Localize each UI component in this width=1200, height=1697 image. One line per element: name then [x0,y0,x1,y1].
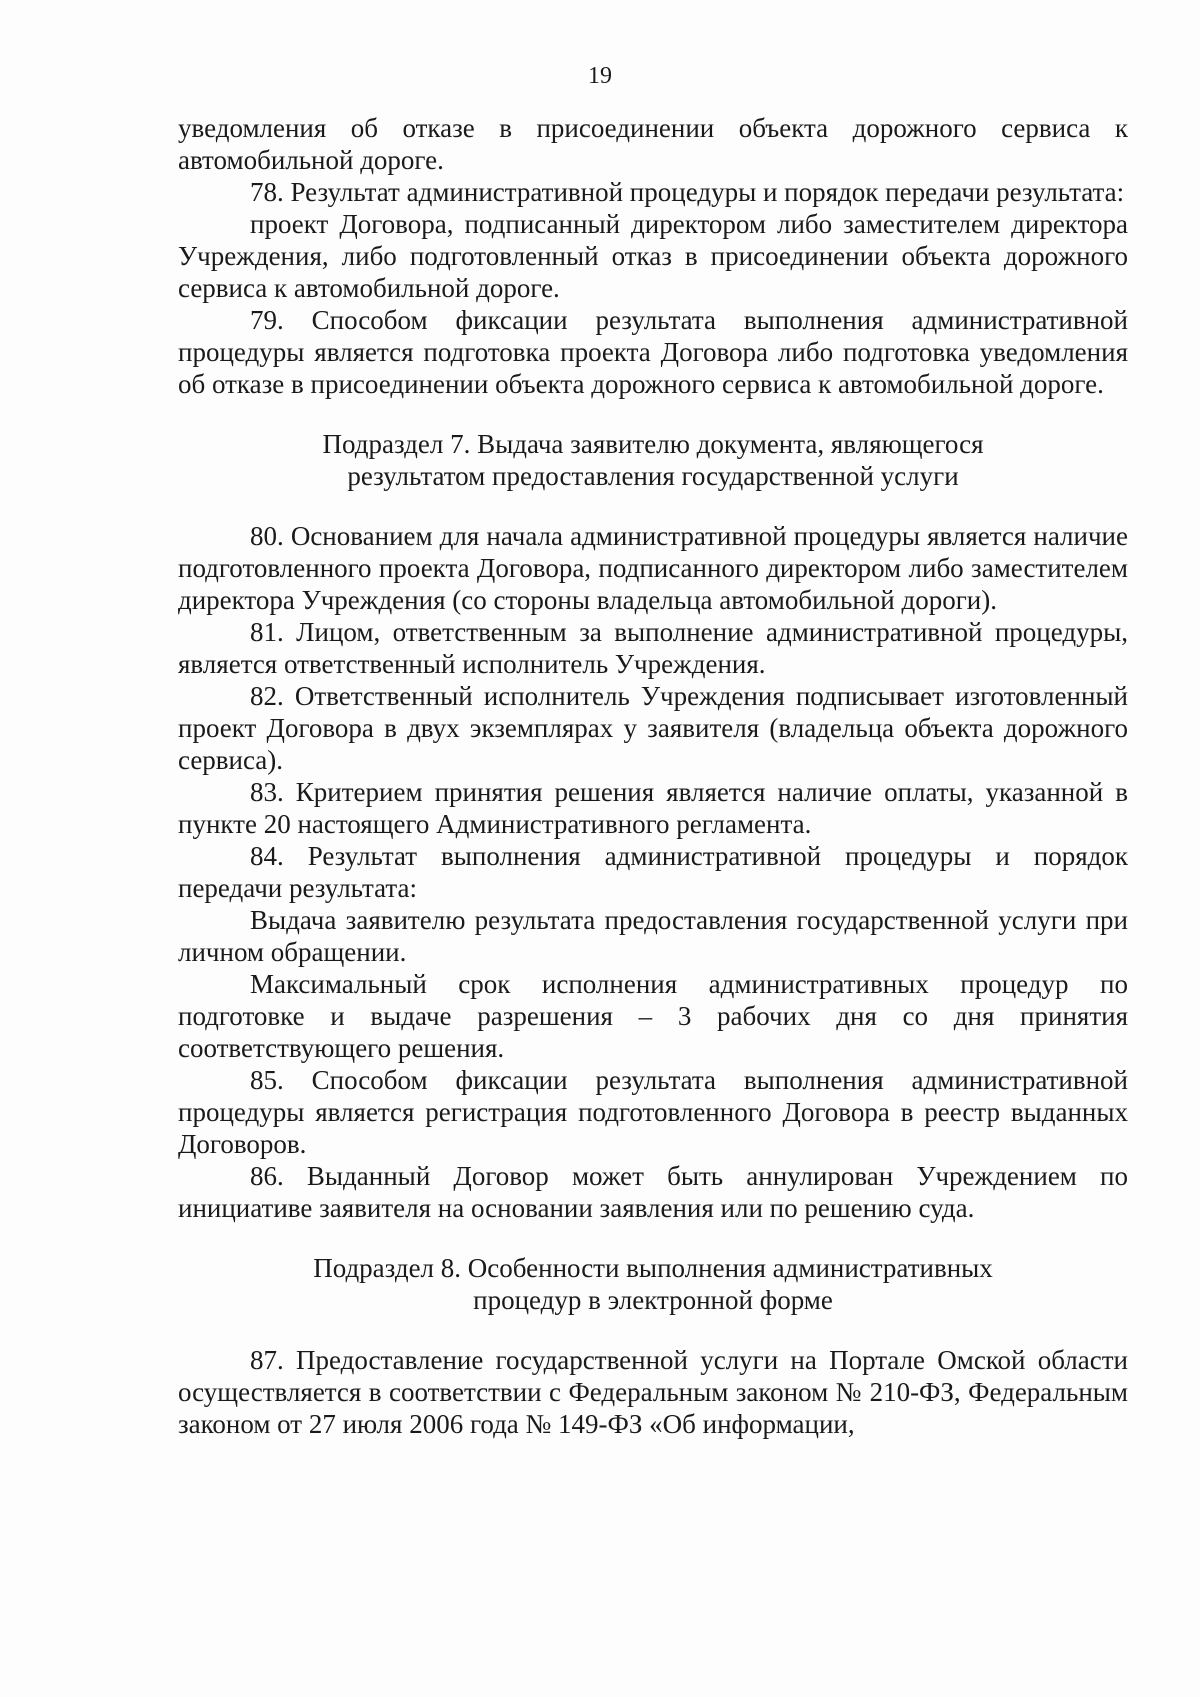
subsection-7-heading-line-2: результатом предоставления государственной услуги [347,461,959,491]
paragraph-78-result: проект Договора, подписанный директором либо заместителем директора Учреждения, либо подготовленный отказ в присоединении объекта дорожного сервиса к автомобильной дороге. [178,209,1128,303]
paragraph-84: 84. Результат выполнения административной процедуры и порядок передачи результата: [178,841,1128,903]
document-body [178,112,1128,1440]
paragraph-82: 82. Ответственный исполнитель Учреждения подписывает изготовленный проект Договора в двух экземплярах у заявителя (владельца объекта дорожного сервиса). [178,681,1128,775]
paragraph-86: 86. Выданный Договор может быть аннулирован Учреждением по инициативе заявителя на основании заявления или по решению суда. [178,1161,1128,1223]
paragraph-78: 78. Результат административной процедуры и порядок передачи результата: [250,177,1125,207]
paragraph-84-issue: Выдача заявителю результата предоставления государственной услуги при личном обращении. [178,905,1128,967]
paragraph-87: 87. Предоставление государственной услуги на Портале Омской области осуществляется в соответствии с Федеральным законом № 210-ФЗ, Федеральным законом от 27 июля 2006 года № 149-ФЗ «Об информации, [178,1345,1128,1439]
paragraph-80: 80. Основанием для начала административной процедуры является наличие подготовленного проекта Договора, подписанного директором либо заместителем директора Учреждения (со стороны владельца автомобильной дороги). [178,521,1128,615]
subsection-7-heading-line-1: Подраздел 7. Выдача заявителю документа, являющегося [322,429,984,459]
paragraph-81: 81. Лицом, ответственным за выполнение административной процедуры, является ответственный исполнитель Учреждения. [178,617,1128,679]
paragraph-84-deadline: Максимальный срок исполнения административных процедур по подготовке и выдаче разрешения – 3 рабочих дня со дня принятия соответствующего решения. [178,969,1128,1063]
page-number: 19 [588,63,612,89]
paragraph-85: 85. Способом фиксации результата выполнения административной процедуры является регистрация подготовленного Договора в реестр выданных Договоров. [178,1065,1128,1159]
paragraph-79: 79. Способом фиксации результата выполнения административной процедуры является подготовка проекта Договора либо подготовка уведомления об отказе в присоединении объекта дорожного сервиса к автомобильной дороге. [178,305,1128,399]
subsection-8-heading-line-2: процедур в электронной форме [473,1285,833,1315]
paragraph-83: 83. Критерием принятия решения является наличие оплаты, указанной в пункте 20 настоящего Административного регламента. [178,777,1128,839]
paragraph-continuation: уведомления об отказе в присоединении объекта дорожного сервиса к автомобильной дороге. [178,113,1128,175]
subsection-8-heading-line-1: Подраздел 8. Особенности выполнения административных [313,1253,993,1283]
